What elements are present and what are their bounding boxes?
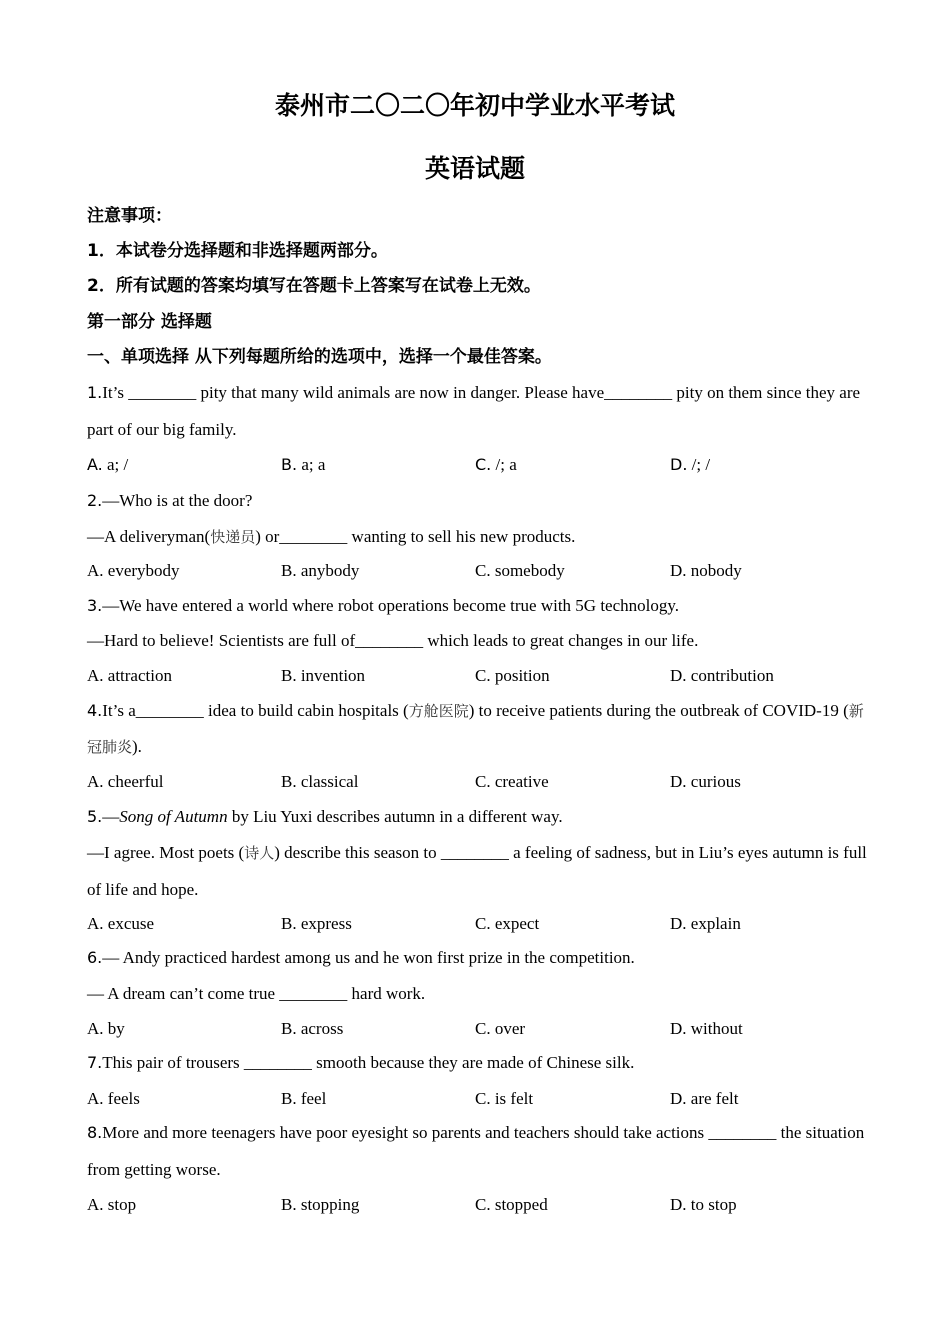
question-7-options xyxy=(87,1089,887,1109)
chinese-gloss: 新 xyxy=(848,702,864,720)
question-number: 5. xyxy=(87,807,103,826)
option-a: A. a; / xyxy=(87,455,129,474)
chinese-gloss: 方舱医院 xyxy=(408,702,469,720)
question-3-line-2: —Hard to believe! Scientists are full of________ which leads to great changes in our life. xyxy=(87,631,699,650)
option-d: D. are felt xyxy=(670,1089,739,1108)
option-a: A. excuse xyxy=(87,914,155,933)
question-number: 6. xyxy=(87,948,103,967)
question-6-line-2: — A dream can’t come true ________ hard work. xyxy=(87,984,426,1003)
question-text: It’s ________ pity that many wild animals are now in danger. Please have________ pity on them since they are xyxy=(102,383,861,402)
option-a: A. attraction xyxy=(87,666,172,685)
option-b: B. express xyxy=(281,914,352,933)
option-b: B. feel xyxy=(281,1089,327,1108)
option-d: D. /; / xyxy=(670,455,711,474)
question-5-line-3: of life and hope. xyxy=(87,880,199,899)
question-text: More and more teenagers have poor eyesight so parents and teachers should take actions ________ the situation xyxy=(102,1123,865,1142)
option-c: C. expect xyxy=(475,914,540,933)
option-a: A. by xyxy=(87,1019,125,1038)
question-number: 2. xyxy=(87,491,103,510)
question-4-line-1: 4.It’s a________ idea to build cabin hospitals (方舱医院) to receive patients during the outbreak of COVID-19 (新 xyxy=(87,701,864,720)
notes-heading: 注意事项： xyxy=(87,206,172,226)
option-d: D. to stop xyxy=(670,1195,737,1214)
question-number: 3. xyxy=(87,596,103,615)
question-8-options xyxy=(87,1195,887,1215)
question-number: 4. xyxy=(87,701,103,720)
option-a: A. cheerful xyxy=(87,772,164,791)
option-d: D. nobody xyxy=(670,561,742,580)
question-3-line-1 xyxy=(87,596,679,616)
option-c: C. position xyxy=(475,666,550,685)
poem-title: Song of Autumn xyxy=(119,807,228,826)
question-text: —We have entered a world where robot operations become true with 5G technology. xyxy=(102,596,680,615)
question-number: 8. xyxy=(87,1123,103,1142)
question-number: 7. xyxy=(87,1053,103,1072)
option-b: B. stopping xyxy=(281,1195,360,1214)
question-text: This pair of trousers ________ smooth because they are made of Chinese silk. xyxy=(102,1053,635,1072)
option-b: B. a; a xyxy=(281,455,326,474)
notes-item-2: 2．所有试题的答案均填写在答题卡上答案写在试卷上无效。 xyxy=(87,276,541,296)
question-7-line-1 xyxy=(87,1053,634,1073)
question-1-line-2: part of our big family. xyxy=(87,420,237,439)
option-d: D. explain xyxy=(670,914,741,933)
option-c: C. creative xyxy=(475,772,549,791)
question-2-line-2: —A deliveryman(快递员) or________ wanting to sell his new products. xyxy=(87,527,576,546)
chinese-gloss: 快递员 xyxy=(210,528,256,546)
question-8-line-1 xyxy=(87,1123,864,1143)
question-text: —Who is at the door? xyxy=(102,491,253,510)
option-c: C. stopped xyxy=(475,1195,548,1214)
question-4-options xyxy=(87,772,887,792)
chinese-gloss: 诗人 xyxy=(244,844,275,862)
notes-item-1: 1．本试卷分选择题和非选择题两部分。 xyxy=(87,241,388,261)
question-6-options xyxy=(87,1019,887,1039)
section-instruction: 一、单项选择 从下列每题所给的选项中，选择一个最佳答案。 xyxy=(87,347,552,367)
question-number: 1. xyxy=(87,383,103,402)
question-2-line-1 xyxy=(87,491,252,511)
option-d: D. contribution xyxy=(670,666,774,685)
question-1-line-1 xyxy=(87,383,860,403)
option-d: D. curious xyxy=(670,772,741,791)
question-5-line-1: 5.—Song of Autumn by Liu Yuxi describes autumn in a different way. xyxy=(87,807,563,826)
question-5-line-2: —I agree. Most poets (诗人) describe this season to ________ a feeling of sadness, but in Liu’s eyes autumn is full xyxy=(87,843,867,862)
question-text: — Andy practiced hardest among us and he won first prize in the competition. xyxy=(102,948,635,967)
option-b: B. classical xyxy=(281,772,359,791)
part1-heading: 第一部分 选择题 xyxy=(87,312,212,332)
option-a: A. feels xyxy=(87,1089,140,1108)
option-c: C. somebody xyxy=(475,561,565,580)
option-c: C. is felt xyxy=(475,1089,534,1108)
question-2-options xyxy=(87,561,887,581)
question-1-options xyxy=(87,455,887,475)
option-a: A. everybody xyxy=(87,561,180,580)
question-4-line-2: 冠肺炎). xyxy=(87,737,142,756)
option-c: C. /; a xyxy=(475,455,517,474)
question-6-line-1 xyxy=(87,948,635,968)
option-d: D. without xyxy=(670,1019,743,1038)
option-c: C. over xyxy=(475,1019,526,1038)
exam-title: 泰州市二〇二〇年初中学业水平考试 xyxy=(274,91,675,120)
exam-subtitle: 英语试题 xyxy=(424,154,525,183)
chinese-gloss: 冠肺炎 xyxy=(87,738,133,756)
option-a: A. stop xyxy=(87,1195,137,1214)
question-8-line-2: from getting worse. xyxy=(87,1160,221,1179)
option-b: B. invention xyxy=(281,666,366,685)
question-3-options xyxy=(87,666,887,686)
question-5-options xyxy=(87,914,887,934)
option-b: B. across xyxy=(281,1019,344,1038)
option-b: B. anybody xyxy=(281,561,360,580)
